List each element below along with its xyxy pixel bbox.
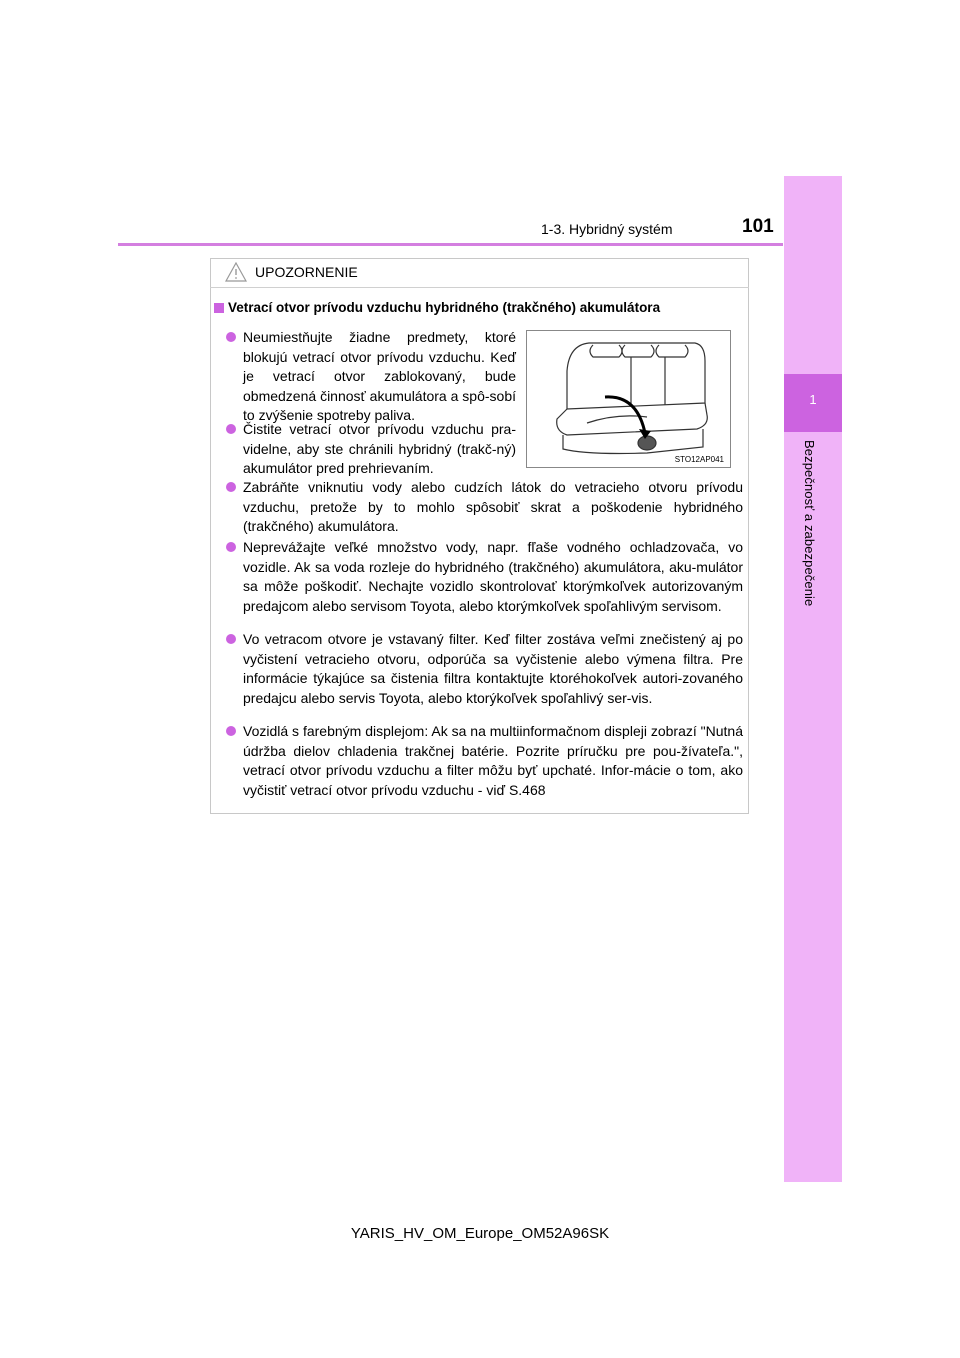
bullet-dot-icon xyxy=(226,332,236,342)
rear-seat-illustration xyxy=(526,330,731,468)
warning-divider xyxy=(210,287,749,288)
header-rule xyxy=(118,243,783,246)
bullet-text: Vozidlá s farebným displejom: Ak sa na multiinformačnom displeji zobrazí "Nutná údržba dielov chladenia trakčnej batérie. Pozrite príručku pre pou-žívateľa.", vetrací otvor prívodu vzduchu a filter môžu byť upchaté. Infor-mácie o tom, ako vyčistiť vetrací otvor prívodu vzduchu - viď S.468 xyxy=(243,723,743,798)
bullet-item xyxy=(226,328,516,426)
warning-header xyxy=(225,258,358,285)
warning-triangle-icon xyxy=(225,262,247,282)
bullet-item xyxy=(226,478,743,537)
bullet-text: Zabráňte vniknutiu vody alebo cudzích látok do vetracieho otvoru prívodu vzduchu, pretože by to mohlo spôsobiť skrat a poškodenie hybridného (trakčného) akumulátora. xyxy=(243,479,743,534)
square-bullet-icon xyxy=(214,303,224,313)
rear-seat-drawing xyxy=(527,331,730,467)
bullet-item xyxy=(226,420,516,479)
bullet-item xyxy=(226,722,743,800)
bullet-item xyxy=(226,630,743,708)
chapter-number: 1 xyxy=(809,392,817,407)
bullet-dot-icon xyxy=(226,726,236,736)
bullet-item xyxy=(226,538,743,616)
figure-id: STO12AP041 xyxy=(674,455,724,464)
warning-title: UPOZORNENIE xyxy=(255,263,358,280)
bullet-dot-icon xyxy=(226,424,236,434)
chapter-side-tab xyxy=(784,176,842,1182)
bullet-text: Neprevážajte veľké množstvo vody, napr. fľaše vodného ochladzovača, vo vozidle. Ak sa voda rozleje do hybridného (trakčného) akumulátora, aku-mulátor sa môže poškodiť. Nechajte vozidlo skontrolovať ktorýmkoľvek autorizovaným predajcom alebo servisom Toyota, alebo ktorýmkoľvek spoľahlivým servisom. xyxy=(243,539,743,614)
bullet-text: Vo vetracom otvore je vstavaný filter. Keď filter zostáva veľmi znečistený aj po vyčistení vetracieho otvoru, odporúča sa vyčistenie alebo výmena filtra. Pre informácie týkajúce sa čistenia filtra kontaktujte ktoréhokoľvek autori-zovaného predajcu alebo servis Toyota, alebo ktorýkoľvek spoľahlivý ser-vis. xyxy=(243,631,743,706)
section-title: 1-3. Hybridný systém xyxy=(541,221,673,237)
document-code: YARIS_HV_OM_Europe_OM52A96SK xyxy=(350,1225,610,1242)
chapter-title: Bezpečnosť a zabezpečenie xyxy=(802,440,817,607)
bullet-dot-icon xyxy=(226,634,236,644)
warning-subheading xyxy=(214,300,660,315)
page-number: 101 xyxy=(742,216,774,237)
bullet-dot-icon xyxy=(226,482,236,492)
bullet-text: Čistite vetrací otvor prívodu vzduchu pra-videlne, aby ste chránili hybridný (trakč-ný) akumulátor pred prehrievaním. xyxy=(243,421,516,476)
subheading-text: Vetrací otvor prívodu vzduchu hybridného (trakčného) akumulátora xyxy=(228,300,661,315)
bullet-text: Neumiestňujte žiadne predmety, ktoré blokujú vetrací otvor prívodu vzduchu. Keď je vetrací otvor zablokovaný, bude obmedzená činnosť akumulátora a spô-sobí to zvýšenie spotreby paliva. xyxy=(243,329,516,423)
bullet-dot-icon xyxy=(226,542,236,552)
